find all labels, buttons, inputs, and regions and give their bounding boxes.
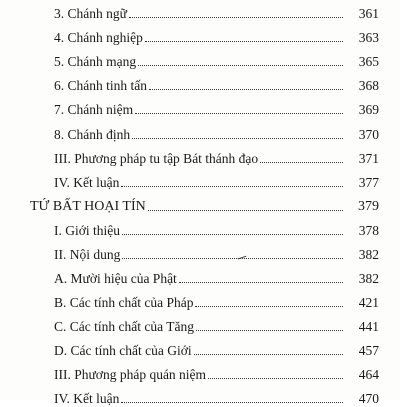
toc-entry-chanh-dinh (54, 121, 379, 143)
toc-entry-page: 377 (358, 175, 379, 190)
toc-entry-label: III. Phương pháp tu tập Bát thánh đạo (54, 151, 259, 166)
toc-entry-page: 470 (358, 391, 379, 406)
dot-leader (148, 210, 343, 211)
toc-entry-label: I. Giới thiệu (54, 223, 121, 238)
dot-leader (122, 234, 343, 235)
toc-entry-page: 370 (358, 127, 379, 142)
dot-leader (121, 402, 343, 403)
toc-entry-label: IV. Kết luận (54, 391, 120, 406)
dot-leader (195, 306, 343, 307)
toc-entry-page: 378 (358, 223, 379, 238)
dot-leader (132, 138, 343, 139)
toc-entry-label: A. Mười hiệu của Phật (54, 271, 177, 286)
toc-entry-page: 441 (358, 319, 379, 334)
toc-entry-label: 6. Chánh tinh tấn (54, 78, 147, 93)
toc-entry-chanh-tinh-tan (54, 72, 379, 94)
toc-entry-chanh-niem (54, 96, 379, 118)
toc-entry-label: 5. Chánh mạng (54, 54, 137, 69)
toc-entry-label: II. Nội dung (54, 247, 121, 262)
toc-entry-page: 457 (358, 343, 379, 358)
toc-entry-label: D. Các tính chất của Giới (54, 343, 192, 358)
toc-chapter-label: TỨ BẤT HOẠI TÍN (30, 199, 146, 214)
toc-entry-page: 368 (358, 78, 379, 93)
toc-entry-tinh-chat-gioi (54, 337, 379, 359)
toc-entry-tinh-chat-phap (54, 289, 379, 311)
toc-entry-label: C. Các tính chất của Tăng (54, 319, 194, 334)
toc-entry-noi-dung (54, 241, 379, 263)
dot-leader (149, 89, 343, 90)
toc-entry-phuong-phap-quan-niem (54, 361, 379, 383)
toc-entry-chanh-ngu (54, 0, 379, 22)
toc-entry-label: 8. Chánh định (54, 127, 131, 142)
toc-entry-label: IV. Kết luận (54, 175, 120, 190)
toc-entry-page: 379 (358, 199, 379, 214)
toc-entry-label: 7. Chánh niệm (54, 102, 134, 117)
toc-entry-ket-luan-2 (54, 385, 379, 407)
dot-leader (208, 378, 343, 379)
toc-entry-page: 371 (358, 151, 379, 166)
toc-chapter-tu-bat-hoai-tin (30, 193, 379, 215)
toc-entry-page: 363 (358, 30, 379, 45)
toc-entry-page: 369 (358, 102, 379, 117)
toc-entry-ket-luan-1 (54, 169, 379, 191)
toc-entry-page: 365 (358, 54, 379, 69)
dot-leader (122, 258, 343, 259)
toc-entry-tinh-chat-tang (54, 313, 379, 335)
dot-leader (145, 41, 343, 42)
toc-entry-phuong-phap-tu-tap (54, 145, 379, 167)
dot-leader (179, 282, 343, 283)
dot-leader (260, 162, 343, 163)
dot-leader (138, 65, 343, 66)
toc-entry-muoi-hieu (54, 265, 379, 287)
toc-entry-page: 382 (358, 247, 379, 262)
dot-leader (194, 354, 343, 355)
toc-entry-page: 361 (358, 6, 379, 21)
toc-entry-page: 421 (358, 295, 379, 310)
toc-entry-label: B. Các tính chất của Pháp (54, 295, 194, 310)
toc-entry-chanh-mang (54, 48, 379, 70)
toc-entry-label: 4. Chánh nghiệp (54, 30, 143, 45)
toc-entry-label: III. Phương pháp quán niệm (54, 367, 207, 382)
dot-leader (129, 17, 343, 18)
dot-leader (135, 113, 343, 114)
toc-entry-page: 464 (358, 367, 379, 382)
toc-entry-chanh-nghiep (54, 24, 379, 46)
toc-entry-label: 3. Chánh ngữ (54, 6, 127, 21)
dot-leader (121, 186, 343, 187)
toc-entry-gioi-thieu (54, 217, 379, 239)
toc-entry-page: 382 (358, 271, 379, 286)
dot-leader (196, 330, 343, 331)
